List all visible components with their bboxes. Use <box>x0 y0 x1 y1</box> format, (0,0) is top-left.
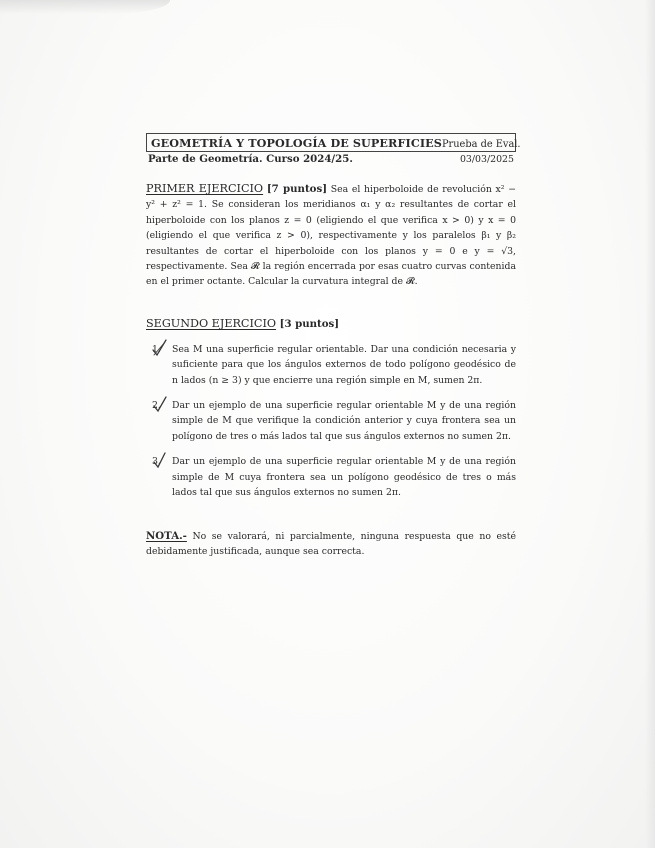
item-number: 3. <box>152 456 161 468</box>
exercise-1 <box>146 181 516 290</box>
exam-subheader <box>146 152 516 165</box>
item-number: 2. <box>152 400 161 412</box>
exam-date: 03/03/2025 <box>459 154 514 165</box>
exercise-2-item-1 <box>146 342 516 388</box>
scan-edge-shadow <box>645 0 655 848</box>
exercise-2-title <box>146 316 516 332</box>
exam-content <box>146 133 521 559</box>
course-title: GEOMETRÍA Y TOPOLOGÍA DE SUPERFICIES <box>151 136 442 150</box>
test-label: Prueba de Eval. <box>441 139 521 150</box>
exercise-1-points: [7 puntos] <box>266 183 328 195</box>
pencil-check-mark-icon <box>150 450 170 470</box>
pencil-check-mark-icon <box>150 394 170 414</box>
scan-corner-shadow <box>0 0 170 14</box>
pencil-check-mark-icon <box>150 338 170 358</box>
item-number: 1. <box>152 343 161 355</box>
item-text: Dar un ejemplo de una superficie regular orientable M y de una región simple de M que verifique la condición anterior y cuya frontera sea un polígono de tres o más lados tal que sus ángulos externos no sumen 2π. <box>172 400 516 442</box>
exam-note <box>146 529 516 560</box>
item-text: Dar un ejemplo de una superficie regular orientable M y de una región simple de M cuya frontera sea un polígono geodésico de tres o más lados tal que sus ángulos externos no sumen 2π. <box>172 456 516 499</box>
note-text: No se valorará, ni parcialmente, ninguna respuesta que no esté debidamente justificada, aunque sea correcta. <box>146 530 516 557</box>
note-label: NOTA.- <box>146 529 187 542</box>
exam-header-box <box>146 133 521 152</box>
item-text: Sea M una superficie regular orientable. Dar una condición necesaria y suficiente para que los ángulos externos de todo polígono geodésico de n lados (n ≥ 3) y que encierre una región simple en M, sumen 2π. <box>172 343 516 386</box>
exercise-2-heading: SEGUNDO EJERCICIO <box>146 316 277 330</box>
exercise-2-points: [3 puntos] <box>279 317 340 330</box>
exam-part-subtitle: Parte de Geometría. Curso 2024/25. <box>148 153 353 165</box>
exercise-2-item-2 <box>146 398 516 444</box>
exercise-1-text: Sea el hiperboloide de revolución x² − y² + z² = 1. Se consideran los meridianos α₁ y α₂ resultantes de cortar el hiperboloide con los planos z = 0 (eligiendo el que verifica x > 0) y x = 0 (eligiendo el que verifica z > 0), respectivamente y los paralelos β₁ y β₂ resultantes de cortar el hiperboloide con los planos y = 0 e y = √3, respectivamente. Sea 𝓡 la región encerrada por esas cuatro curvas contenida en el primer octante. Calcular la curvatura integral de 𝓡. <box>146 184 516 288</box>
exercise-2-item-3 <box>146 454 516 500</box>
exercise-1-heading: PRIMER EJERCICIO <box>146 182 264 195</box>
